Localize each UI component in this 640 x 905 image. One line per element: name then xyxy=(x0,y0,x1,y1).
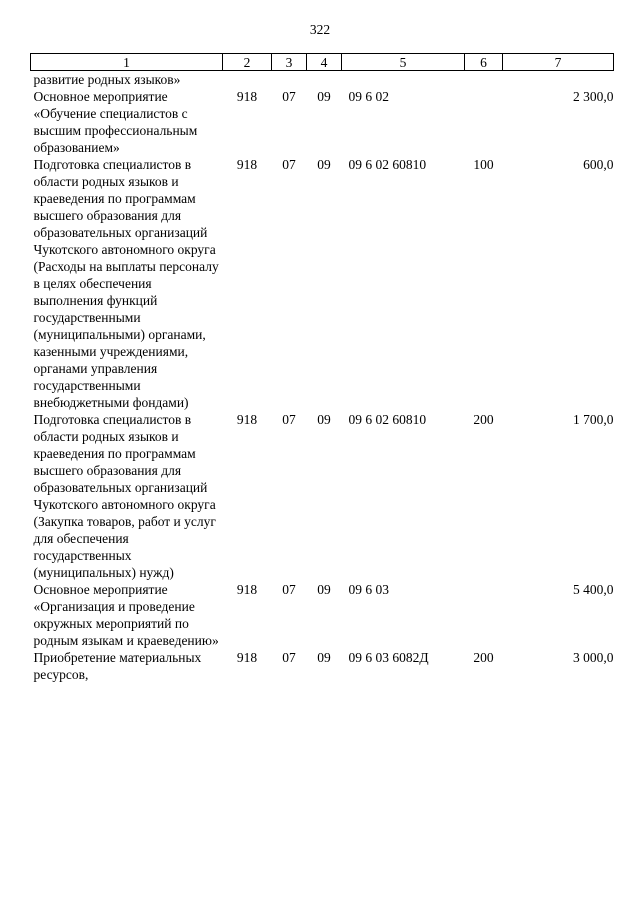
row-pr: 09 xyxy=(317,582,331,597)
row-vr xyxy=(465,88,503,156)
header-col-7: 7 xyxy=(503,54,614,71)
row-gr: 918 xyxy=(236,582,258,597)
row-gr: 918 xyxy=(236,650,258,665)
header-row xyxy=(31,54,614,71)
row-rz: 07 xyxy=(282,650,296,665)
table-row xyxy=(31,88,614,156)
row-csr xyxy=(342,71,465,89)
table-row xyxy=(31,156,614,411)
row-csr: 09 6 03 xyxy=(348,582,389,597)
row-name: развитие родных языков» xyxy=(33,72,181,87)
header-col-1: 1 xyxy=(31,54,223,71)
row-vr xyxy=(465,71,503,89)
row-sum: 1 700,0 xyxy=(573,412,614,427)
header-col-5: 5 xyxy=(342,54,465,71)
table-header xyxy=(31,54,614,71)
header-col-3: 3 xyxy=(272,54,307,71)
row-rz: 07 xyxy=(282,89,296,104)
row-pr: 09 xyxy=(317,89,331,104)
row-name: Подготовка специалистов в области родных языков и краеведения по программам высшего образования для образовательных организаций Чукотского автономного округа (Закупка товаров, работ и услуг для обеспечения государственных (муниципальных) нужд) xyxy=(33,412,216,580)
header-col-2: 2 xyxy=(223,54,272,71)
row-rz xyxy=(272,71,307,89)
row-csr: 09 6 02 xyxy=(348,89,389,104)
row-vr: 200 xyxy=(473,650,494,665)
row-sum: 2 300,0 xyxy=(573,89,614,104)
row-rz: 07 xyxy=(282,412,296,427)
row-sum: 600,0 xyxy=(583,157,614,172)
row-sum: 5 400,0 xyxy=(573,582,614,597)
row-csr: 09 6 02 60810 xyxy=(348,412,427,427)
row-vr: 100 xyxy=(473,157,494,172)
row-name: Подготовка специалистов в области родных языков и краеведения по программам высшего образования для образовательных организаций Чукотского автономного округа (Расходы на выплаты персоналу в целях обеспечения выполнения функций государственными (муниципальными) органами, казенными учреждениями, органами управления государственными внебюджетными фондами) xyxy=(33,157,219,410)
page-number: 322 xyxy=(309,22,331,37)
row-vr: 200 xyxy=(473,412,494,427)
row-gr: 918 xyxy=(236,157,258,172)
row-gr: 918 xyxy=(236,89,258,104)
row-csr: 09 6 02 60810 xyxy=(348,157,427,172)
row-csr: 09 6 03 6082Д xyxy=(348,650,429,665)
table-row xyxy=(31,649,614,683)
row-pr xyxy=(307,71,342,89)
table-body xyxy=(31,71,614,684)
table-row xyxy=(31,581,614,649)
row-gr: 918 xyxy=(236,412,258,427)
header-col-4: 4 xyxy=(307,54,342,71)
table-row xyxy=(31,411,614,581)
row-name: Основное мероприятие «Организация и проведение окружных мероприятий по родным языкам и краеведению» xyxy=(33,582,219,648)
row-pr: 09 xyxy=(317,157,331,172)
row-name: Приобретение материальных ресурсов, xyxy=(33,650,202,682)
header-col-6: 6 xyxy=(465,54,503,71)
table-row xyxy=(31,71,614,89)
row-rz: 07 xyxy=(282,157,296,172)
row-pr: 09 xyxy=(317,412,331,427)
budget-table xyxy=(30,53,614,683)
row-pr: 09 xyxy=(317,650,331,665)
row-sum xyxy=(503,71,614,89)
row-rz: 07 xyxy=(282,582,296,597)
row-name: Основное мероприятие «Обучение специалистов с высшим профессиональным образованием» xyxy=(33,89,198,155)
row-vr xyxy=(465,581,503,649)
row-sum: 3 000,0 xyxy=(573,650,614,665)
row-gr xyxy=(223,71,272,89)
